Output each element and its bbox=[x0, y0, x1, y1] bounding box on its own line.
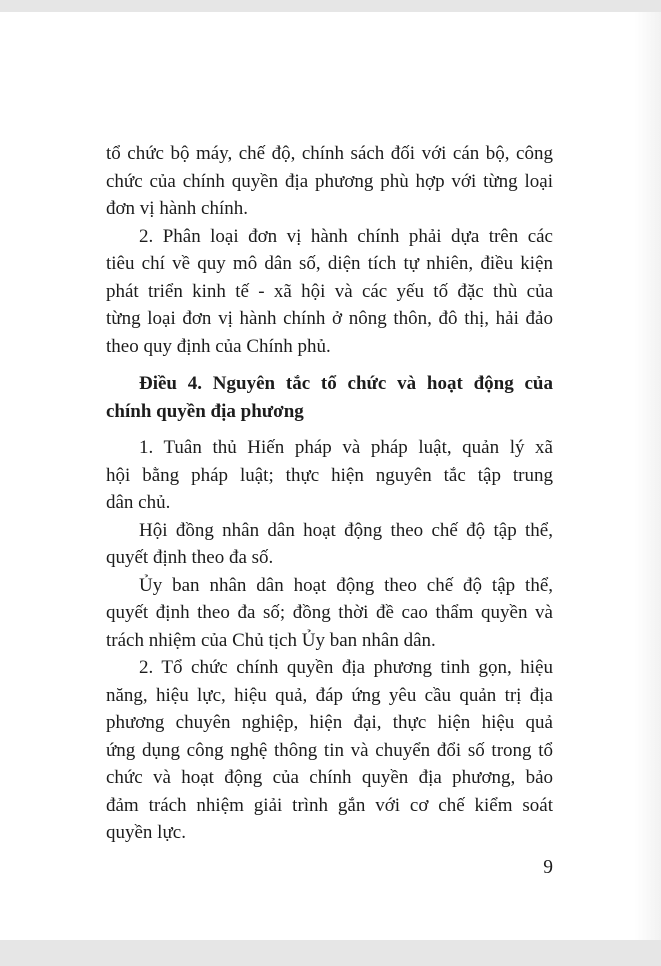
text-line: 1. Tuân thủ Hiến pháp và pháp luật, quản lý xã bbox=[139, 437, 553, 458]
body-paragraph bbox=[106, 572, 553, 655]
body-paragraph bbox=[106, 223, 553, 361]
scan-edge-top bbox=[0, 0, 661, 12]
text-line: 2. Phân loại đơn vị hành chính phải dựa trên các bbox=[139, 225, 553, 247]
body-paragraph bbox=[106, 434, 553, 517]
scan-edge-bottom bbox=[0, 940, 661, 966]
text-line: Điều 4. Nguyên tắc tổ chức và hoạt động của bbox=[139, 373, 553, 394]
text-line: quyền lực. bbox=[106, 822, 186, 843]
text-line: tiêu chí về quy mô dân số, diện tích tự nhiên, điều kiện bbox=[106, 253, 553, 274]
body-paragraph bbox=[106, 654, 553, 847]
text-line: trách nhiệm của Chủ tịch Ủy ban nhân dân. bbox=[106, 629, 436, 651]
text-line: chính quyền địa phương bbox=[106, 400, 304, 422]
text-line: dân chủ. bbox=[106, 492, 171, 513]
text-line: đảm trách nhiệm giải trình gắn với cơ chế kiểm soát bbox=[106, 794, 553, 816]
text-line: năng, hiệu lực, hiệu quả, đáp ứng yêu cầu quản trị địa bbox=[106, 684, 553, 706]
text-block bbox=[106, 140, 553, 847]
text-line: hội bằng pháp luật; thực hiện nguyên tắc tập trung bbox=[106, 464, 553, 486]
text-line: phát triển kinh tế - xã hội và các yếu tố đặc thù của bbox=[106, 280, 553, 302]
text-line: ứng dụng công nghệ thông tin và chuyển đổi số trong tổ bbox=[106, 739, 553, 761]
text-line: tổ chức bộ máy, chế độ, chính sách đối với cán bộ, công bbox=[106, 143, 553, 164]
page-number: 9 bbox=[543, 857, 553, 878]
text-line: Ủy ban nhân dân hoạt động theo chế độ tập thể, bbox=[139, 574, 553, 596]
text-line: Hội đồng nhân dân hoạt động theo chế độ tập thể, bbox=[139, 519, 553, 541]
text-line: từng loại đơn vị hành chính ở nông thôn, đô thị, hải đảo bbox=[106, 308, 553, 329]
text-line: theo quy định của Chính phủ. bbox=[106, 335, 331, 357]
text-line: 2. Tổ chức chính quyền địa phương tinh gọn, hiệu bbox=[139, 657, 553, 678]
book-page bbox=[0, 12, 661, 940]
section-heading bbox=[106, 370, 553, 425]
text-line: đơn vị hành chính. bbox=[106, 198, 248, 219]
body-paragraph bbox=[106, 517, 553, 572]
text-line: chức và hoạt động của chính quyền địa phương, bảo bbox=[106, 767, 553, 788]
body-paragraph bbox=[106, 140, 553, 223]
text-line: quyết định theo đa số. bbox=[106, 547, 274, 568]
text-line: phương chuyên nghiệp, hiện đại, thực hiện hiệu quả bbox=[106, 712, 553, 733]
text-line: chức của chính quyền địa phương phù hợp với từng loại bbox=[106, 170, 553, 192]
text-line: quyết định theo đa số; đồng thời đề cao thẩm quyền và bbox=[106, 602, 553, 623]
